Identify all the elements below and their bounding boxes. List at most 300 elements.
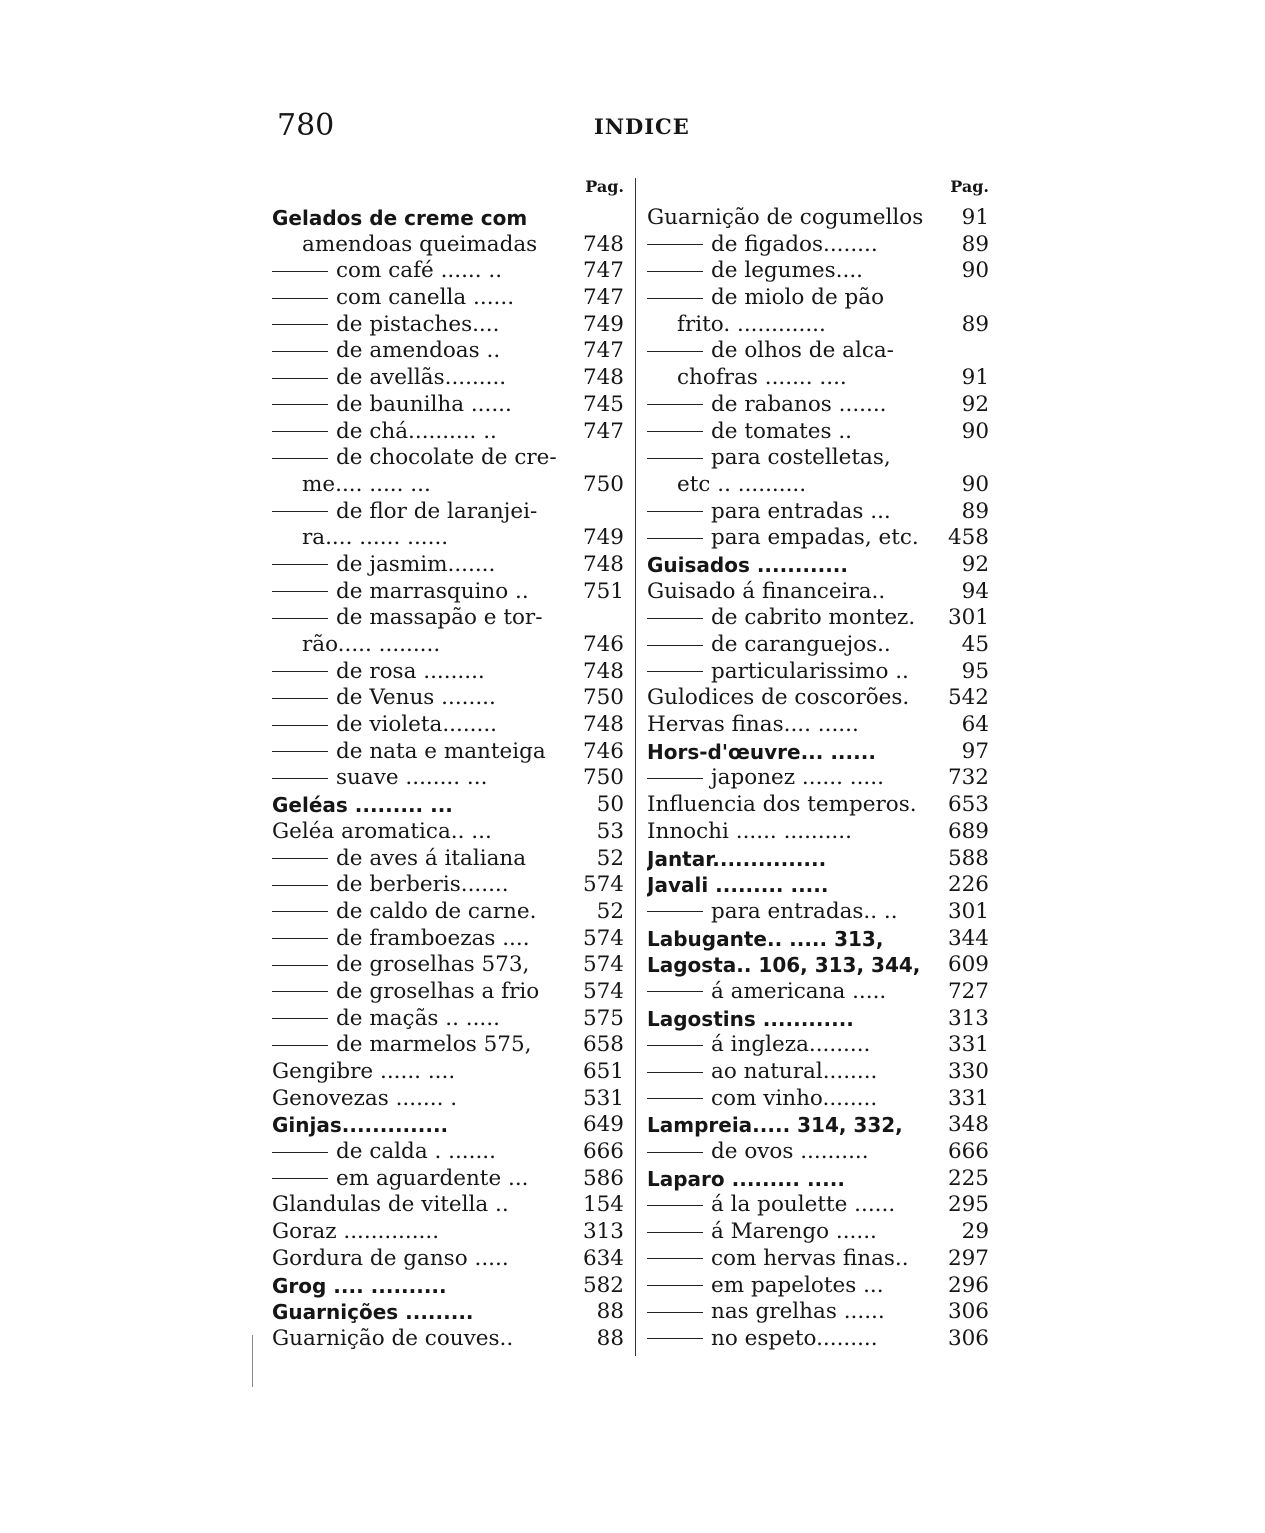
entry-label: de legumes.... (711, 258, 864, 284)
entry-label: ra.... ...... ...... (302, 525, 449, 551)
index-entry (272, 392, 624, 419)
entry-page: 89 (961, 231, 989, 257)
entry-page: 746 (582, 632, 624, 657)
entry-text (272, 739, 575, 766)
entry-page: 748 (582, 658, 624, 684)
entry-label: Lampreia..... 314, 332, (647, 1113, 903, 1138)
entry-label: com canella ...... (336, 285, 515, 311)
entry-label: Ginjas.............. (272, 1113, 449, 1138)
entry-text (272, 1273, 575, 1300)
entry-label: de framboezas .... (336, 925, 530, 951)
entry-page: 747 (582, 285, 624, 311)
entry-page (981, 285, 989, 312)
index-entries-left (272, 205, 624, 1353)
index-entry (272, 1273, 624, 1300)
entry-text (647, 659, 954, 686)
entry-label: Goraz .............. (272, 1219, 440, 1245)
entry-page: 29 (961, 1219, 989, 1245)
entry-label: de calda . ....... (336, 1139, 496, 1165)
entry-text (272, 419, 575, 446)
entry-label: de maçãs .. ..... (336, 1005, 500, 1031)
index-entry (272, 605, 624, 632)
entry-page: 330 (947, 1059, 989, 1084)
entry-text (272, 499, 616, 526)
ditto-dash (272, 778, 328, 779)
entry-label: Gelados de creme com (272, 206, 528, 230)
entry-text (272, 819, 589, 846)
index-entry (647, 1112, 989, 1139)
entry-page: 88 (596, 1325, 624, 1351)
index-entry (647, 846, 989, 873)
entry-text (647, 285, 981, 312)
entry-page: 91 (961, 205, 989, 230)
entry-label: Gengibre ...... .... (272, 1059, 456, 1084)
ditto-dash (272, 618, 328, 619)
index-entry (272, 765, 624, 792)
entry-text (647, 632, 954, 659)
entry-page: 727 (947, 978, 989, 1004)
entry-text (272, 1219, 575, 1246)
ditto-dash (647, 431, 703, 432)
entry-label: Gordura de ganso ..... (272, 1245, 509, 1271)
index-entry (272, 712, 624, 739)
entry-page: 588 (947, 845, 989, 871)
ditto-dash (647, 1152, 703, 1153)
index-entry (647, 952, 989, 979)
entry-page: 458 (947, 525, 989, 551)
entry-page: 574 (582, 925, 624, 951)
ditto-dash (272, 511, 328, 512)
entry-text (647, 205, 954, 232)
entry-page: 575 (582, 1005, 624, 1031)
entry-page: 732 (947, 765, 989, 791)
entry-text (647, 1326, 940, 1353)
entry-label: japonez ...... ..... (711, 765, 884, 791)
index-entry (272, 685, 624, 712)
ditto-dash (272, 1018, 328, 1019)
entry-text (272, 1112, 575, 1139)
entry-label: de figados........ (711, 231, 878, 257)
entry-text (647, 872, 940, 899)
entry-page: 344 (947, 925, 989, 951)
entry-page: 749 (582, 311, 624, 337)
entry-label: me.... ..... ... (302, 471, 431, 497)
entry-label: de miolo de pão (711, 285, 885, 311)
entry-page (616, 499, 624, 526)
running-head: INDICE (594, 114, 690, 139)
entry-text (272, 1139, 575, 1166)
ditto-dash (647, 1258, 703, 1259)
entry-label: de tomates .. (711, 418, 853, 444)
entry-label: para entradas ... (711, 498, 891, 524)
index-entry (647, 445, 989, 472)
pag-header: Pag. (950, 177, 989, 196)
entry-page (616, 445, 624, 472)
entry-text (647, 605, 940, 632)
entry-page: 653 (947, 792, 989, 818)
index-entry (647, 685, 989, 712)
entry-page: 313 (947, 1005, 989, 1031)
entry-label: nas grelhas ...... (711, 1299, 885, 1325)
ditto-dash (272, 591, 328, 592)
index-column-left (272, 173, 624, 1353)
index-entry (647, 205, 989, 232)
entry-text (647, 1139, 940, 1166)
entry-page: 91 (961, 365, 989, 391)
ditto-dash (272, 671, 328, 672)
entry-text (647, 979, 940, 1006)
entry-page: 306 (947, 1325, 989, 1351)
ditto-dash (272, 965, 328, 966)
index-entry (647, 739, 989, 766)
ditto-dash (272, 431, 328, 432)
ditto-dash (647, 351, 703, 352)
entry-label: de massapão e tor- (336, 605, 543, 631)
entry-text (272, 659, 575, 686)
index-entry (647, 365, 989, 392)
index-entry (647, 979, 989, 1006)
entry-label: ao natural........ (711, 1059, 878, 1084)
entry-page: 225 (947, 1165, 989, 1191)
ditto-dash (647, 244, 703, 245)
margin-mark (252, 1335, 253, 1387)
entry-page: 52 (596, 898, 624, 924)
entry-label: Lagosta.. 106, 313, 344, (647, 953, 921, 978)
entry-text (272, 205, 616, 232)
index-entry (272, 899, 624, 926)
entry-label: amendoas queimadas (302, 231, 538, 257)
index-entry (272, 1086, 624, 1113)
entry-page: 586 (582, 1165, 624, 1191)
entry-page: 666 (582, 1139, 624, 1165)
ditto-dash (647, 645, 703, 646)
index-entry (272, 1299, 624, 1326)
entry-text (272, 1006, 575, 1033)
entry-text (647, 392, 954, 419)
entry-label: de caranguejos.. (711, 632, 891, 657)
index-entry (272, 338, 624, 365)
entry-text (272, 445, 616, 472)
index-entry (647, 419, 989, 446)
ditto-dash (647, 404, 703, 405)
index-entry (647, 712, 989, 739)
index-entry (272, 1166, 624, 1193)
index-entry (272, 232, 624, 259)
entry-page: 745 (582, 391, 624, 417)
entry-text (647, 952, 940, 979)
entry-label: Guarnição de cogumellos (647, 205, 924, 230)
entry-text (272, 1059, 575, 1086)
entry-label: para empadas, etc. (711, 525, 919, 551)
ditto-dash (647, 1285, 703, 1286)
entry-label: Guarnição de couves.. (272, 1325, 514, 1351)
ditto-dash (272, 1045, 328, 1046)
entry-label: de groselhas 573, (336, 952, 530, 978)
ditto-dash (272, 1152, 328, 1153)
ditto-dash (272, 858, 328, 859)
ditto-dash (647, 991, 703, 992)
entry-label: com vinho........ (711, 1085, 878, 1111)
index-entry (647, 392, 989, 419)
index-entry (647, 1246, 989, 1273)
index-entry (647, 1059, 989, 1086)
index-entry (272, 1139, 624, 1166)
index-entry (272, 1112, 624, 1139)
entry-label: de baunilha ...... (336, 391, 512, 417)
entry-label: de rosa ......... (336, 658, 485, 684)
entry-label: em papelotes ... (711, 1272, 884, 1298)
index-entry (647, 338, 989, 365)
entry-page: 609 (947, 952, 989, 978)
index-entry (272, 739, 624, 766)
entry-text (647, 1273, 940, 1300)
index-entry (272, 846, 624, 873)
ditto-dash (647, 1232, 703, 1233)
entry-label: Grog .... .......... (272, 1273, 447, 1298)
entry-label: de aves á italiana (336, 845, 527, 871)
ditto-dash (272, 725, 328, 726)
index-entry (647, 605, 989, 632)
entry-text (272, 525, 575, 552)
entry-text (647, 846, 940, 873)
index-entry (647, 1219, 989, 1246)
entry-text (272, 632, 575, 659)
index-entry (272, 312, 624, 339)
entry-page: 574 (582, 952, 624, 978)
entry-label: de nata e manteiga (336, 738, 546, 764)
entry-page: 748 (582, 551, 624, 577)
entry-label: etc .. .......... (677, 471, 807, 497)
entry-text (647, 472, 954, 499)
entry-text (647, 712, 954, 739)
entry-text (647, 499, 954, 526)
index-entry (272, 258, 624, 285)
index-entry (272, 819, 624, 846)
index-entry (272, 472, 624, 499)
entry-label: em aguardente ... (336, 1165, 529, 1191)
index-entry (272, 1246, 624, 1273)
ditto-dash (647, 511, 703, 512)
entry-label: chofras ....... .... (677, 365, 847, 391)
entry-page (981, 445, 989, 472)
index-entry (272, 1032, 624, 1059)
entry-text (647, 445, 981, 472)
entry-text (272, 872, 575, 899)
index-entry (272, 365, 624, 392)
index-entry (647, 579, 989, 606)
index-entry (272, 1219, 624, 1246)
entry-text (647, 338, 981, 365)
entry-label: Innochi ...... .......... (647, 818, 852, 844)
ditto-dash (647, 298, 703, 299)
entry-page: 748 (582, 712, 624, 738)
entry-page: 574 (582, 872, 624, 898)
entry-page: 658 (582, 1032, 624, 1058)
index-entry (272, 926, 624, 953)
entry-page: 295 (947, 1192, 989, 1218)
index-entry (272, 552, 624, 579)
entry-text (647, 739, 954, 766)
entry-page: 92 (961, 391, 989, 417)
entry-page: 301 (947, 605, 989, 631)
entry-label: Guarnições ......... (272, 1300, 474, 1325)
entry-page: 651 (582, 1059, 624, 1084)
entry-page: 301 (947, 898, 989, 924)
entry-label: de groselhas a frio (336, 978, 540, 1004)
entry-text (647, 926, 940, 953)
entry-page: 90 (961, 418, 989, 444)
ditto-dash (272, 564, 328, 565)
entry-text (647, 1032, 940, 1059)
ditto-dash (272, 1178, 328, 1179)
entry-page: 751 (582, 578, 624, 604)
entry-label: á la poulette ...... (711, 1192, 896, 1218)
entry-label: Javali ......... ..... (647, 873, 829, 898)
index-entry (647, 1326, 989, 1353)
entry-page: 634 (582, 1245, 624, 1271)
entry-text (272, 899, 589, 926)
index-entry (272, 792, 624, 819)
entry-label: de avellãs......... (336, 365, 507, 391)
index-entry (272, 285, 624, 312)
entry-text (647, 1166, 940, 1193)
entry-text (647, 419, 954, 446)
index-entry (272, 952, 624, 979)
ditto-dash (272, 698, 328, 699)
entry-label: para entradas.. .. (711, 898, 898, 924)
entry-page: 748 (582, 231, 624, 257)
index-entry (272, 445, 624, 472)
entry-text (647, 1246, 940, 1273)
ditto-dash (647, 271, 703, 272)
entry-page: 750 (582, 471, 624, 497)
entry-label: Laparo ......... ..... (647, 1166, 845, 1191)
entry-text (647, 258, 954, 285)
entry-page: 542 (947, 685, 989, 711)
entry-text (647, 1006, 940, 1033)
entry-page: 747 (582, 338, 624, 364)
entry-label: de flor de laranjei- (336, 498, 538, 524)
index-entry (272, 1059, 624, 1086)
index-entry (647, 926, 989, 953)
entry-label: Labugante.. ..... 313, (647, 926, 884, 951)
entry-label: de pistaches.... (336, 311, 500, 337)
entry-page: 64 (961, 712, 989, 738)
entry-text (272, 792, 589, 819)
entry-page: 92 (961, 551, 989, 577)
entry-label: á americana ..... (711, 978, 887, 1004)
index-entry (647, 1192, 989, 1219)
entry-text (272, 765, 575, 792)
ditto-dash (647, 1312, 703, 1313)
entry-page: 95 (961, 658, 989, 684)
entry-page: 154 (582, 1192, 624, 1218)
ditto-dash (272, 458, 328, 459)
ditto-dash (272, 751, 328, 752)
entry-page: 50 (596, 792, 624, 818)
entry-page: 90 (961, 258, 989, 284)
index-entries-right (647, 205, 989, 1353)
entry-label: de berberis....... (336, 872, 509, 898)
entry-label: Lagostins ............ (647, 1006, 854, 1031)
entry-page: 750 (582, 685, 624, 711)
ditto-dash (647, 1098, 703, 1099)
entry-text (272, 338, 575, 365)
entry-label: Influencia dos temperos. (647, 792, 917, 818)
entry-label: rão..... ......... (302, 632, 441, 657)
entry-text (272, 605, 616, 632)
index-entry (647, 472, 989, 499)
entry-page: 89 (961, 311, 989, 337)
entry-text (272, 952, 575, 979)
entry-page: 89 (961, 498, 989, 524)
entry-page: 746 (582, 738, 624, 764)
entry-text (647, 819, 940, 846)
entry-label: de chá.......... .. (336, 418, 497, 444)
index-entry (647, 1006, 989, 1033)
index-entry (647, 312, 989, 339)
index-entry (647, 499, 989, 526)
entry-page: 666 (947, 1139, 989, 1165)
entry-label: Genovezas ....... . (272, 1085, 458, 1111)
ditto-dash (272, 351, 328, 352)
ditto-dash (272, 991, 328, 992)
entry-label: Hors-d'œuvre... ...... (647, 739, 876, 764)
ditto-dash (647, 1338, 703, 1339)
entry-text (647, 1086, 940, 1113)
entry-text (647, 685, 940, 712)
entry-label: para costelletas, (711, 445, 891, 471)
entry-page: 226 (947, 872, 989, 898)
index-entry (647, 525, 989, 552)
entry-text (272, 472, 575, 499)
entry-text (272, 365, 575, 392)
ditto-dash (272, 404, 328, 405)
entry-text (647, 1299, 940, 1326)
entry-page: 45 (961, 632, 989, 657)
ditto-dash (647, 778, 703, 779)
index-entry (647, 1273, 989, 1300)
entry-text (272, 232, 575, 259)
ditto-dash (647, 671, 703, 672)
page-number: 780 (277, 108, 335, 143)
ditto-dash (272, 378, 328, 379)
ditto-dash (647, 538, 703, 539)
entry-text (272, 685, 575, 712)
entry-label: Geléas ......... ... (272, 793, 453, 818)
entry-label: particularissimo .. (711, 658, 909, 684)
ditto-dash (272, 885, 328, 886)
ditto-dash (647, 1045, 703, 1046)
entry-page: 689 (947, 818, 989, 844)
entry-text (272, 1032, 575, 1059)
entry-page: 749 (582, 525, 624, 551)
entry-text (647, 765, 940, 792)
index-column-right (647, 173, 989, 1353)
ditto-dash (647, 618, 703, 619)
entry-label: com hervas finas.. (711, 1245, 909, 1271)
entry-page: 574 (582, 978, 624, 1004)
entry-label: de violeta........ (336, 712, 498, 738)
entry-text (272, 552, 575, 579)
ditto-dash (272, 911, 328, 912)
entry-label: Geléa aromatica.. ... (272, 818, 492, 844)
entry-label: de olhos de alca- (711, 338, 894, 364)
index-entry (647, 552, 989, 579)
entry-label: á Marengo ...... (711, 1219, 877, 1245)
entry-label: Hervas finas.... ...... (647, 712, 859, 738)
entry-label: de rabanos ....... (711, 391, 887, 417)
